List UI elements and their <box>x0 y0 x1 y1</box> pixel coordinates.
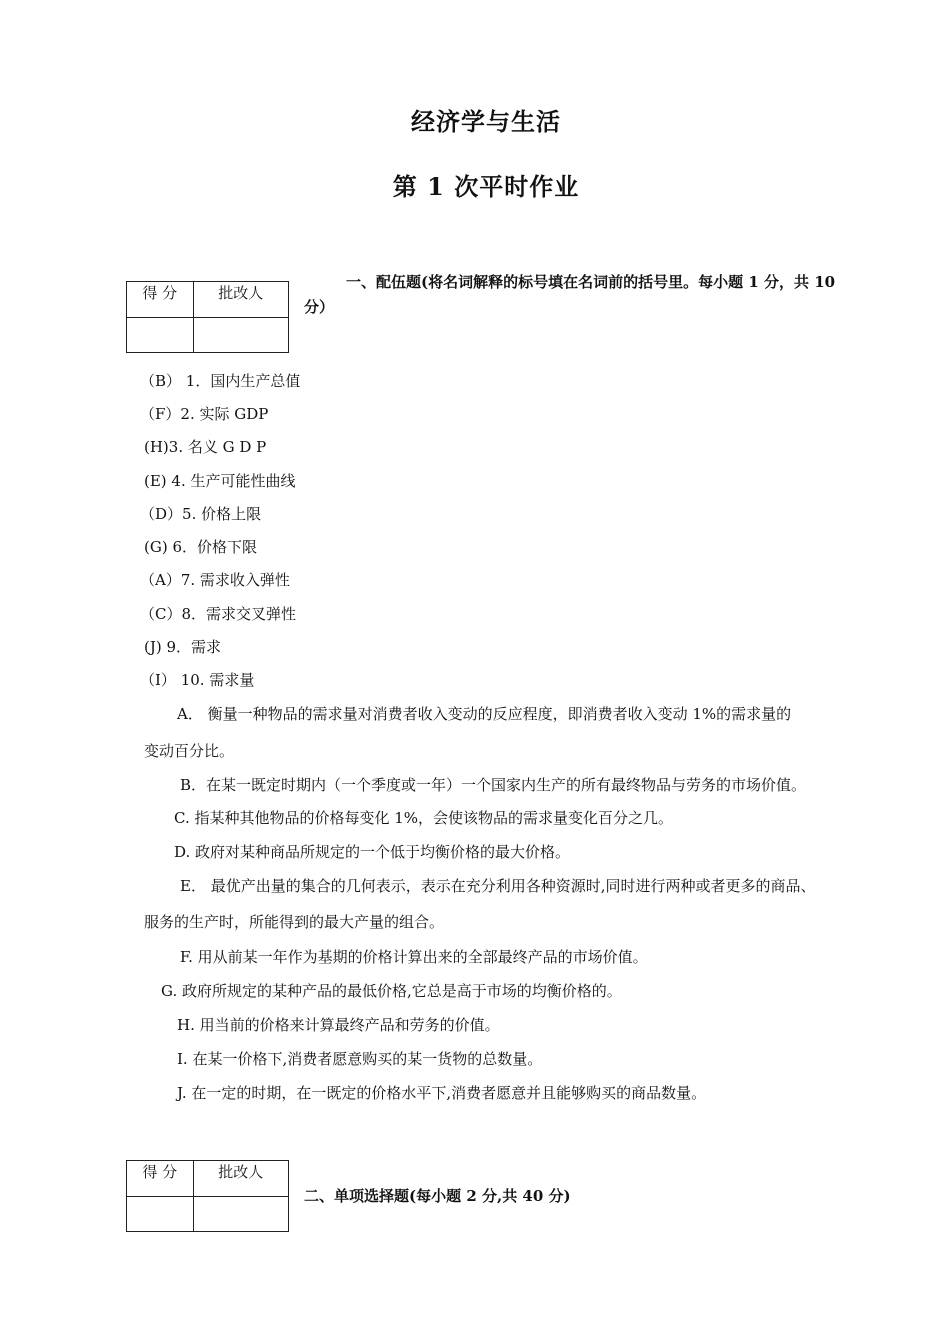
definition-f: F. 用从前某一年作为基期的价格计算出来的全部最终产品的市场价值。 <box>180 948 648 966</box>
definition-e-line2: 服务的生产时，所能得到的最大产量的组合。 <box>144 913 445 931</box>
match-item-3: (H)3. 名义 G D P <box>144 438 267 456</box>
document-title: 经济学与生活 <box>411 107 561 136</box>
grader-label: 批改人 <box>193 1161 288 1197</box>
grader-cell <box>193 318 288 353</box>
section1-heading-line2: 分） <box>304 298 335 316</box>
match-item-5: （D）5. 价格上限 <box>140 505 262 523</box>
match-item-1: （B） 1．国内生产总值 <box>140 372 301 390</box>
grader-label: 批改人 <box>193 282 288 318</box>
match-item-6: (G) 6．价格下限 <box>144 538 257 556</box>
definition-b: B．在某一既定时期内（一个季度或一年）一个国家内生产的所有最终物品与劳务的市场价值。 <box>180 776 807 794</box>
score-label: 得 分 <box>127 282 194 318</box>
definition-a-line2: 变动百分比。 <box>144 742 235 760</box>
definition-j: J. 在一定的时期，在一既定的价格水平下,消费者愿意并且能够购买的商品数量。 <box>177 1084 707 1102</box>
definition-h: H. 用当前的价格来计算最终产品和劳务的价值。 <box>177 1016 500 1034</box>
definition-a-line1: A． 衡量一种物品的需求量对消费者收入变动的反应程度，即消费者收入变动 1%的需求量的 <box>177 705 792 723</box>
definition-d: D. 政府对某种商品所规定的一个低于均衡价格的最大价格。 <box>174 843 571 861</box>
match-item-8: （C）8．需求交叉弹性 <box>140 605 297 623</box>
grader-cell <box>193 1197 288 1232</box>
match-item-2: （F）2. 实际 GDP <box>140 405 269 423</box>
score-label: 得 分 <box>127 1161 194 1197</box>
definition-i: I. 在某一价格下,消费者愿意购买的某一货物的总数量。 <box>177 1050 543 1068</box>
document-subtitle: 第 1 次平时作业 <box>392 172 580 201</box>
score-table-1 <box>126 281 289 353</box>
score-cell <box>127 318 194 353</box>
score-cell <box>127 1197 194 1232</box>
match-item-10: （I） 10. 需求量 <box>140 671 255 689</box>
section2-heading: 二、单项选择题(每小题 2 分,共 40 分) <box>304 1187 571 1205</box>
section1-heading-line1: 一、配伍题(将名词解释的标号填在名词前的括号里。每小题 1 分，共 10 <box>346 273 836 291</box>
match-item-9: (J) 9．需求 <box>144 638 222 656</box>
definition-g: G. 政府所规定的某种产品的最低价格,它总是高于市场的均衡价格的。 <box>161 982 622 1000</box>
definition-e-line1: E． 最优产出量的集合的几何表示，表示在充分利用各种资源时,同时进行两种或者更多的商品、 <box>180 877 816 895</box>
score-table-2 <box>126 1160 289 1232</box>
match-item-7: （A）7. 需求收入弹性 <box>140 571 290 589</box>
definition-c: C. 指某种其他物品的价格每变化 1%，会使该物品的需求量变化百分之几。 <box>174 809 674 827</box>
match-item-4: (E) 4. 生产可能性曲线 <box>144 472 296 490</box>
